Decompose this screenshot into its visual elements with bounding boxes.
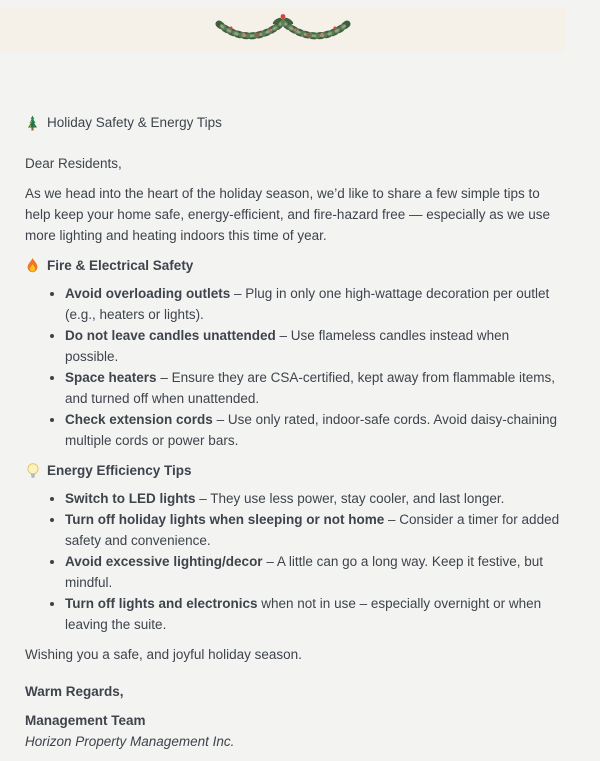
signature-name: Management Team [25,713,146,728]
section-heading-label: Fire & Electrical Safety [47,258,194,273]
list-item-text: – Use only rated, indoor-safe cords. Avoid daisy-chaining multiple cords or power bars. [65,412,558,448]
list-item-bold: Turn off holiday lights when sleeping or not home [65,512,385,527]
list-item [65,409,563,451]
signature-company: Horizon Property Management Inc. [25,734,235,749]
list-item-text: when not in use – especially overnight or when leaving the suite. [65,596,542,632]
christmas-tree-icon [25,115,40,131]
signoff-text: Warm Regards, [25,684,124,699]
list-item-bold: Avoid excessive lighting/decor [65,554,263,569]
energy-tips-list [25,488,563,635]
lightbulb-icon [25,463,40,479]
list-item-bold: Space heaters [65,370,157,385]
list-item-bold: Avoid overloading outlets [65,286,231,301]
list-item [65,593,563,635]
email-body [0,52,600,752]
list-item-text: – A little can go a long way. Keep it festive, but mindful. [65,554,543,590]
fire-safety-list [25,283,563,451]
list-item [65,325,563,367]
list-item-text: – Ensure they are CSA-certified, kept away from flammable items, and turned off when unattended. [65,370,555,406]
list-item [65,509,563,551]
section-heading-label: Energy Efficiency Tips [47,463,192,478]
closing-paragraph: Wishing you a safe, and joyful holiday season. [25,647,302,662]
list-item-text: – They use less power, stay cooler, and last longer. [195,491,505,506]
section-heading-energy [25,460,563,481]
list-item-bold: Check extension cords [65,412,213,427]
list-item-text: – Plug in only one high-wattage decoration per outlet (e.g., heaters or lights). [65,286,550,322]
list-item-bold: Do not leave candles unattended [65,328,276,343]
list-item-text: – Use flameless candles instead when possible. [65,328,510,364]
list-item [65,551,563,593]
fire-icon [25,258,40,274]
holiday-banner [0,8,566,52]
list-item-text: – Consider a timer for added safety and convenience. [65,512,560,548]
garland-graphic [213,12,353,48]
signature-block [25,710,563,752]
section-heading-fire [25,255,563,276]
intro-paragraph: As we head into the heart of the holiday season, we’d like to share a few simple tips to help keep your home safe, energy-efficient, and fire-hazard free — especially as we use more lighting and heating indoors this time of year. [25,186,551,243]
list-item [65,367,563,409]
greeting-text: Dear Residents, [25,156,122,171]
list-item-bold: Turn off lights and electronics [65,596,258,611]
list-item [65,488,563,509]
list-item-bold: Switch to LED lights [65,491,196,506]
list-item [65,283,563,325]
page-title: Holiday Safety & Energy Tips [47,115,222,130]
email-title [25,112,563,133]
